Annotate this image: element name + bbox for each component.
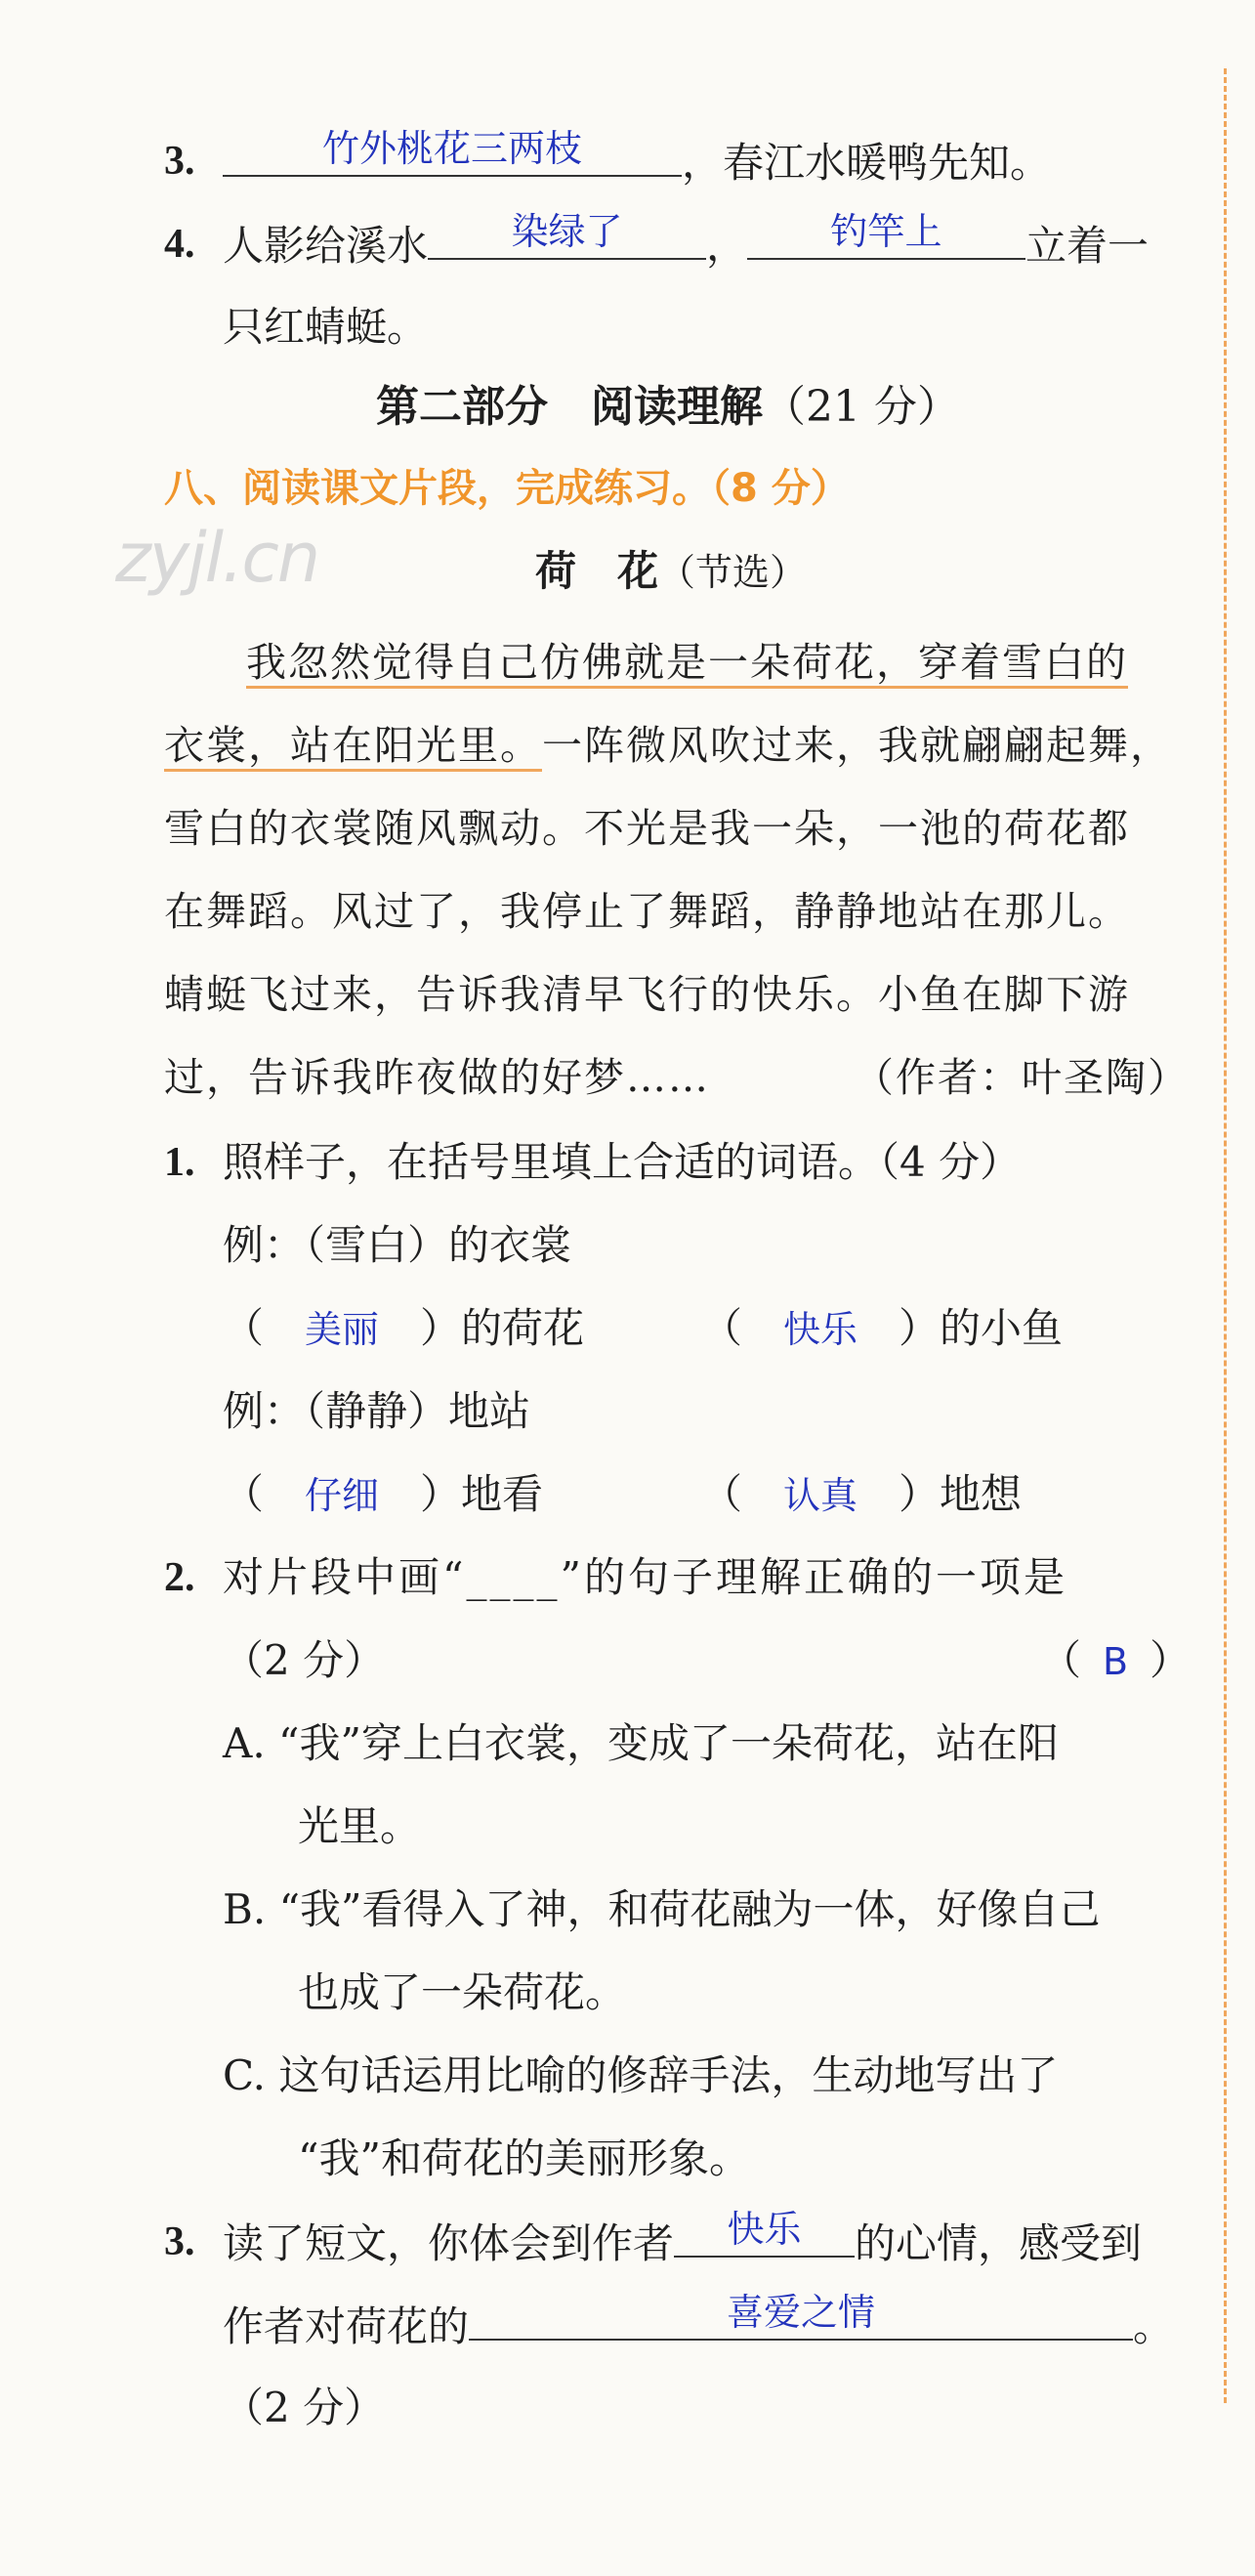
question-number: 3. bbox=[164, 2219, 195, 2264]
answer-text: 钓竿上 bbox=[830, 210, 942, 253]
part-title: 第二部分 阅读理解 bbox=[376, 382, 763, 432]
passage-line-6 bbox=[164, 1048, 1190, 1107]
example: 例：（静静）地站 bbox=[223, 1387, 531, 1435]
option-b: B. “我”看得入了神，和荷花融为一体，好像自己 bbox=[223, 1885, 1101, 1933]
passage-line-2 bbox=[164, 716, 1190, 775]
answer-bracket: （ B ） bbox=[1040, 1631, 1191, 1691]
author: （作者：叶圣陶） bbox=[854, 1054, 1190, 1101]
paren-open: （ bbox=[223, 1304, 265, 1352]
passage-line-5: 蜻蜓飞过来，告诉我清早飞行的快乐。小鱼在脚下游 bbox=[164, 971, 1130, 1018]
text-note: （节选） bbox=[658, 551, 808, 594]
watermark: zyjl.cn bbox=[115, 518, 319, 598]
poem-tail: 立着一 bbox=[1025, 222, 1150, 270]
question-line bbox=[223, 2208, 1143, 2273]
answer-text: B bbox=[1102, 1640, 1129, 1683]
passage-line-3: 雪白的衣裳随风飘动。不光是我一朵，一池的荷花都 bbox=[164, 805, 1130, 852]
answer-tail: ）地想 bbox=[899, 1470, 1023, 1518]
answer-tail: ）地看 bbox=[420, 1470, 544, 1518]
answer-blank bbox=[747, 210, 1025, 260]
question-score: （2 分） bbox=[223, 1636, 386, 1684]
question-text: 的心情，感受到 bbox=[855, 2219, 1143, 2267]
question-score: （2 分） bbox=[223, 2384, 386, 2431]
answer-blank bbox=[428, 210, 706, 260]
option-b-cont: 也成了一朵荷花。 bbox=[298, 1968, 627, 2016]
text-title: 荷 花 bbox=[535, 547, 659, 595]
answer-blank bbox=[223, 127, 682, 177]
question-line bbox=[223, 2291, 1175, 2356]
question-number: 3. bbox=[164, 139, 195, 184]
part-heading bbox=[376, 378, 960, 437]
passage-text: 过，告诉我昨夜做的好梦…… bbox=[164, 1054, 710, 1101]
passage-line-4: 在舞蹈。风过了，我停止了舞蹈，静静地站在那儿。 bbox=[164, 888, 1130, 935]
poem-line-4b: 只红蜻蜓。 bbox=[223, 303, 429, 351]
paren-open: （ bbox=[223, 1470, 265, 1518]
poem-head: 人影给溪水 bbox=[223, 222, 429, 270]
answer-text: 快乐 bbox=[783, 1308, 858, 1351]
answer-blank bbox=[674, 2208, 855, 2258]
option-c: C. 这句话运用比喻的修辞手法，生动地写出了 bbox=[223, 2051, 1059, 2099]
passage-line-1 bbox=[164, 633, 1190, 692]
separator: ， bbox=[706, 222, 748, 270]
option-a-cont: 光里。 bbox=[298, 1802, 422, 1850]
answer-row bbox=[223, 1299, 584, 1359]
question-prompt: 照样子，在括号里填上合适的词语。（4 分） bbox=[223, 1138, 1022, 1186]
poem-line-4 bbox=[223, 210, 1150, 275]
margin-dashed-line bbox=[1224, 68, 1227, 2403]
answer-text: 竹外桃花三两枝 bbox=[321, 127, 582, 170]
question-number: 1. bbox=[164, 1140, 195, 1185]
question-text: 作者对荷花的 bbox=[223, 2302, 470, 2350]
paren-open: （ bbox=[701, 1304, 743, 1352]
part-score: （21 分） bbox=[763, 382, 960, 432]
answer-text: 快乐 bbox=[727, 2208, 802, 2251]
question-text: 。 bbox=[1133, 2302, 1175, 2350]
answer-text: 美丽 bbox=[305, 1308, 380, 1351]
section-title: 八、阅读课文片段，完成练习。（8 分） bbox=[164, 466, 850, 511]
answer-row bbox=[701, 1299, 1063, 1359]
poem-line-3 bbox=[223, 127, 1052, 192]
option-c-cont: “我”和荷花的美丽形象。 bbox=[298, 2134, 750, 2182]
answer-tail: ）的小鱼 bbox=[899, 1304, 1064, 1352]
question-text: 读了短文，你体会到作者 bbox=[223, 2219, 675, 2267]
answer-text: 认真 bbox=[783, 1474, 858, 1517]
underlined-sentence: 我忽然觉得自己仿佛就是一朵荷花，穿着雪白的 bbox=[246, 639, 1128, 689]
answer-blank bbox=[469, 2291, 1133, 2341]
answer-text: 仔细 bbox=[305, 1474, 380, 1517]
text-title-line bbox=[535, 542, 807, 602]
question-number: 2. bbox=[164, 1555, 195, 1600]
question-number: 4. bbox=[164, 222, 195, 267]
passage-text: 一阵微风吹过来，我就翩翩起舞， bbox=[542, 722, 1172, 769]
answer-text: 喜爱之情 bbox=[727, 2291, 876, 2334]
answer-text: 染绿了 bbox=[511, 210, 623, 253]
underlined-sentence: 衣裳，站在阳光里。 bbox=[164, 722, 542, 772]
answer-tail: ）的荷花 bbox=[420, 1304, 585, 1352]
answer-row bbox=[223, 1465, 543, 1525]
question-prompt: 对片段中画“____”的句子理解正确的一项是 bbox=[223, 1553, 1067, 1601]
paren-open: （ bbox=[701, 1470, 743, 1518]
answer-row bbox=[701, 1465, 1022, 1525]
poem-tail: ，春江水暖鸭先知。 bbox=[682, 139, 1052, 187]
example: 例：（雪白）的衣裳 bbox=[223, 1221, 572, 1269]
option-a: A. “我”穿上白衣裳，变成了一朵荷花，站在阳 bbox=[223, 1719, 1059, 1767]
